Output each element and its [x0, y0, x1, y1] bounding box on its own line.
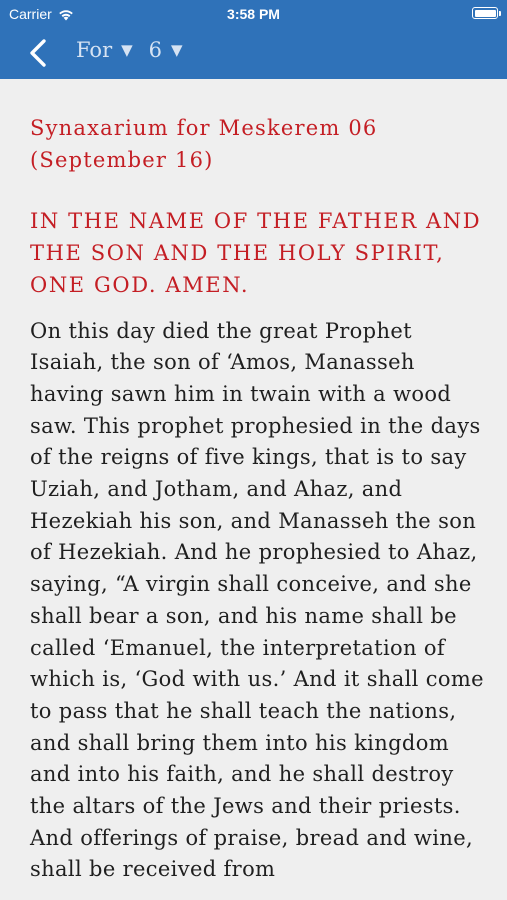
status-time: 3:58 PM [227, 6, 280, 22]
synaxarium-body: On this day died the great Prophet Isaiah, the son of ‘Amos, Manasseh having sawn him in twain with a wood saw. This prophet prophesied in the days of the reigns of five kings, that is to say Uziah, and Jotham, and Ahaz, and Hezekiah his son, and Manasseh the son of Hezekiah. And he prophesied to Ahaz, saying, “A virgin shall conceive, and she shall bear a son, and his name shall be called ‘Emanuel, the interpretation of which is, ‘God with us.’ And it shall come to pass that he shall teach the nations, and shall bring them into his kingdom and into his faith, and he shall destroy the altars of the Jews and their priests. And offerings of praise, bread and wine, shall be received from [30, 318, 484, 882]
book-selector[interactable] [76, 38, 133, 62]
caret-down-icon: ▼ [171, 40, 183, 59]
chapter-selector[interactable] [149, 38, 183, 62]
status-bar [0, 0, 507, 28]
caret-down-icon: ▼ [121, 40, 133, 59]
book-selector-label: For [76, 38, 113, 62]
invocation-heading: IN THE NAME OF THE FATHER AND THE SON AND THE HOLY SPIRIT, ONE GOD. AMEN. [30, 209, 482, 297]
back-button[interactable] [26, 38, 52, 68]
carrier-label: Carrier [9, 6, 52, 22]
page-title: Synaxarium for Meskerem 06 (September 16) [30, 116, 378, 172]
top-bar [0, 0, 507, 79]
battery-level [475, 10, 496, 17]
navigation-bar [0, 28, 507, 79]
passage-selectors [76, 38, 183, 62]
chevron-left-icon [26, 38, 52, 68]
reading-content [30, 113, 490, 886]
battery-icon [472, 7, 498, 19]
chapter-selector-label: 6 [148, 38, 163, 62]
